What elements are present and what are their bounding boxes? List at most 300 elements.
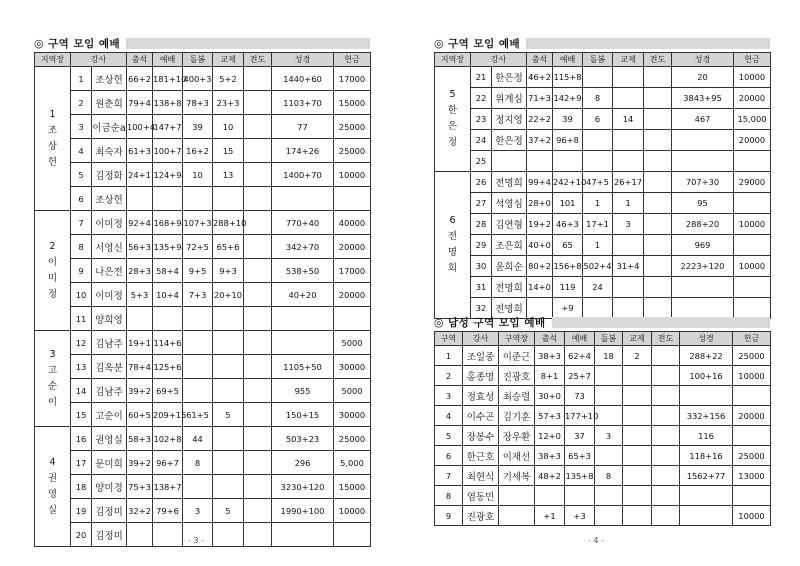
value-cell: 8: [583, 88, 613, 109]
value-cell: 1440+60: [272, 67, 334, 91]
value-cell: [623, 506, 652, 526]
group-number-cell: 11: [71, 307, 92, 331]
value-cell: 9+5: [183, 259, 213, 283]
value-cell: 20000: [734, 130, 771, 151]
table-row: [435, 506, 771, 526]
value-cell: 296: [272, 451, 334, 475]
value-cell: [244, 451, 272, 475]
table-row: [35, 211, 371, 235]
value-cell: [733, 386, 771, 406]
table-row: [435, 214, 771, 235]
value-cell: 20: [672, 67, 734, 88]
teacher-name-cell: 윤희순: [492, 256, 527, 277]
value-cell: [244, 91, 272, 115]
group-leader-cell: [499, 506, 535, 526]
table-row: [435, 426, 771, 446]
bullet-circle-icon: ◎: [434, 36, 444, 50]
teacher-name-cell: 원춘희: [92, 91, 127, 115]
value-cell: [595, 446, 623, 466]
value-cell: 40000: [334, 211, 371, 235]
teacher-name-cell: 이미정: [92, 283, 127, 307]
value-cell: [623, 446, 652, 466]
left-table-header: [35, 53, 371, 67]
column-header: 성경: [272, 53, 334, 67]
value-cell: 8: [595, 466, 623, 486]
group-number-cell: 18: [71, 475, 92, 499]
value-cell: [623, 386, 652, 406]
value-cell: [244, 331, 272, 355]
value-cell: 177+10: [565, 406, 595, 426]
table-row: [35, 355, 371, 379]
group-number-cell: 12: [71, 331, 92, 355]
value-cell: 5+3: [127, 283, 153, 307]
value-cell: 30000: [334, 355, 371, 379]
group-number-cell: 27: [471, 193, 492, 214]
value-cell: [734, 277, 771, 298]
group-number-cell: 1: [71, 67, 92, 91]
value-cell: 5,000: [334, 451, 371, 475]
value-cell: [644, 130, 672, 151]
value-cell: 25000: [733, 446, 771, 466]
value-cell: [244, 163, 272, 187]
value-cell: 100+7: [153, 139, 183, 163]
column-header: 구역장: [499, 332, 535, 346]
column-header: 헌금: [334, 53, 371, 67]
value-cell: [583, 67, 613, 88]
group-number-cell: 2: [71, 91, 92, 115]
bullet-circle-icon: ◎: [34, 36, 44, 50]
table-row: [435, 172, 771, 193]
value-cell: [583, 130, 613, 151]
group-number-cell: 29: [471, 235, 492, 256]
group-number-cell: 4: [71, 139, 92, 163]
group-number-cell: 25: [471, 151, 492, 172]
group-number-cell: 4: [435, 406, 463, 426]
value-cell: [644, 109, 672, 130]
value-cell: 40+0: [527, 235, 553, 256]
teacher-name-cell: 홍종명: [463, 366, 499, 386]
teacher-name-cell: 양희영: [92, 307, 127, 331]
value-cell: 3: [613, 214, 644, 235]
column-header: 돌봄: [183, 53, 213, 67]
value-cell: [527, 151, 553, 172]
value-cell: 61+3: [127, 139, 153, 163]
value-cell: [652, 346, 680, 366]
teacher-name-cell: 정효성: [463, 386, 499, 406]
value-cell: 57+3: [535, 406, 565, 426]
left-section-header: [34, 36, 370, 50]
group-number-cell: 7: [435, 466, 463, 486]
region-leader-cell: 5 한 은 정: [435, 67, 471, 172]
teacher-name-cell: 조상헌: [92, 187, 127, 211]
group-number-cell: 14: [71, 379, 92, 403]
teacher-name-cell: 나은전: [92, 259, 127, 283]
teacher-name-cell: 최현식: [463, 466, 499, 486]
value-cell: 5+2: [213, 67, 244, 91]
value-cell: [153, 187, 183, 211]
group-number-cell: 3: [71, 115, 92, 139]
value-cell: [672, 130, 734, 151]
teacher-name-cell: 전명희: [492, 277, 527, 298]
value-cell: 14: [613, 109, 644, 130]
value-cell: 20000: [334, 283, 371, 307]
table-row: [435, 88, 771, 109]
value-cell: [595, 366, 623, 386]
right-table-header: [435, 53, 771, 67]
value-cell: [652, 366, 680, 386]
value-cell: [213, 379, 244, 403]
value-cell: 31+4: [613, 256, 644, 277]
value-cell: 19+1: [127, 331, 153, 355]
value-cell: 100+4: [127, 115, 153, 139]
value-cell: 138+7: [153, 475, 183, 499]
table-row: [435, 277, 771, 298]
value-cell: +9: [553, 298, 583, 319]
value-cell: [733, 426, 771, 446]
group-number-cell: 23: [471, 109, 492, 130]
table-row: [435, 466, 771, 486]
group-number-cell: 5: [435, 426, 463, 446]
value-cell: [272, 331, 334, 355]
value-cell: [652, 426, 680, 446]
value-cell: 7+3: [183, 283, 213, 307]
value-cell: [553, 151, 583, 172]
value-cell: 10000: [734, 214, 771, 235]
value-cell: [213, 307, 244, 331]
value-cell: 119: [553, 277, 583, 298]
teacher-name-cell: 김옥분: [92, 355, 127, 379]
value-cell: 17000: [334, 259, 371, 283]
value-cell: [213, 427, 244, 451]
group-number-cell: 9: [71, 259, 92, 283]
table-row: [35, 427, 371, 451]
table-row: [35, 187, 371, 211]
value-cell: 62+4: [565, 346, 595, 366]
value-cell: 80+2: [527, 256, 553, 277]
value-cell: [334, 307, 371, 331]
value-cell: 30+0: [535, 386, 565, 406]
table-row: [435, 386, 771, 406]
value-cell: 14+0: [527, 277, 553, 298]
value-cell: 40+20: [272, 283, 334, 307]
teacher-name-cell: 염동민: [463, 486, 499, 506]
teacher-name-cell: 조상헌: [92, 67, 127, 91]
value-cell: 30000: [334, 403, 371, 427]
value-cell: [244, 259, 272, 283]
value-cell: 20000: [733, 406, 771, 426]
value-cell: 58+4: [153, 259, 183, 283]
value-cell: [213, 187, 244, 211]
table-row: [35, 163, 371, 187]
value-cell: 47+5: [583, 172, 613, 193]
value-cell: [127, 523, 153, 547]
teacher-name-cell: 한은정: [492, 67, 527, 88]
teacher-name-cell: 위계심: [492, 88, 527, 109]
value-cell: [652, 386, 680, 406]
value-cell: [213, 451, 244, 475]
value-cell: +1: [535, 506, 565, 526]
table-row: [35, 235, 371, 259]
value-cell: 24+1: [127, 163, 153, 187]
column-header: 출석: [127, 53, 153, 67]
column-header: 지역장: [435, 53, 471, 67]
value-cell: 32+2: [127, 499, 153, 523]
value-cell: 288+10: [213, 211, 244, 235]
left-section-title: 구역 모임 예배: [48, 37, 121, 50]
value-cell: 3843+95: [672, 88, 734, 109]
value-cell: [595, 406, 623, 426]
value-cell: [272, 187, 334, 211]
teacher-name-cell: 전명희: [492, 298, 527, 319]
value-cell: 135+9: [153, 235, 183, 259]
value-cell: 25+7: [565, 366, 595, 386]
value-cell: 24: [583, 277, 613, 298]
value-cell: [652, 466, 680, 486]
group-number-cell: 9: [435, 506, 463, 526]
teacher-name-cell: 김정미: [92, 499, 127, 523]
value-cell: [644, 193, 672, 214]
value-cell: 25000: [334, 139, 371, 163]
value-cell: 181+10: [153, 67, 183, 91]
value-cell: 66+2: [127, 67, 153, 91]
value-cell: 107+3: [183, 211, 213, 235]
value-cell: 25000: [334, 427, 371, 451]
value-cell: 502+4: [583, 256, 613, 277]
value-cell: [535, 486, 565, 506]
value-cell: 96+8: [553, 130, 583, 151]
value-cell: 92+4: [127, 211, 153, 235]
value-cell: [244, 475, 272, 499]
column-header: 교제: [213, 53, 244, 67]
value-cell: 10: [183, 163, 213, 187]
value-cell: [244, 427, 272, 451]
table-row: [435, 406, 771, 426]
value-cell: [183, 307, 213, 331]
value-cell: [652, 446, 680, 466]
value-cell: [272, 307, 334, 331]
value-cell: 168+9: [153, 211, 183, 235]
group-leader-cell: 김기훈: [499, 406, 535, 426]
table-row: [35, 283, 371, 307]
value-cell: [244, 187, 272, 211]
value-cell: 3: [595, 426, 623, 446]
section-title-bar: [526, 38, 770, 49]
group-number-cell: 8: [435, 486, 463, 506]
value-cell: [644, 172, 672, 193]
value-cell: 38+3: [535, 446, 565, 466]
table-row: [35, 307, 371, 331]
value-cell: 2: [623, 346, 652, 366]
value-cell: [613, 67, 644, 88]
group-number-cell: 6: [435, 446, 463, 466]
teacher-name-cell: 서영신: [92, 235, 127, 259]
column-header: 출석: [535, 332, 565, 346]
group-number-cell: 22: [471, 88, 492, 109]
value-cell: 10000: [733, 506, 771, 526]
value-cell: 61+5: [183, 403, 213, 427]
value-cell: 332+156: [680, 406, 733, 426]
value-cell: 9+3: [213, 259, 244, 283]
value-cell: [595, 486, 623, 506]
value-cell: 96+7: [153, 451, 183, 475]
value-cell: 15,000: [734, 109, 771, 130]
value-cell: [613, 151, 644, 172]
section-title-bar: [552, 317, 770, 328]
value-cell: 20+10: [213, 283, 244, 307]
teacher-name-cell: 김남주: [92, 331, 127, 355]
value-cell: [652, 486, 680, 506]
teacher-name-cell: 이수곤: [463, 406, 499, 426]
table-row: [435, 130, 771, 151]
teacher-name-cell: 문미희: [92, 451, 127, 475]
table-row: [35, 139, 371, 163]
table-row: [35, 91, 371, 115]
value-cell: 10000: [734, 256, 771, 277]
column-header: 예배: [153, 53, 183, 67]
region-leader-cell: 2 이 미 정: [35, 211, 71, 331]
value-cell: 65+3: [565, 446, 595, 466]
value-cell: 400+3: [183, 67, 213, 91]
value-cell: 28+3: [127, 259, 153, 283]
column-header: 강사: [463, 332, 499, 346]
value-cell: [733, 486, 771, 506]
value-cell: 100+16: [680, 366, 733, 386]
teacher-name-cell: 고순이: [92, 403, 127, 427]
value-cell: 1990+100: [272, 499, 334, 523]
value-cell: 25000: [733, 346, 771, 366]
value-cell: [244, 67, 272, 91]
group-number-cell: 13: [71, 355, 92, 379]
value-cell: [153, 523, 183, 547]
value-cell: 3: [183, 499, 213, 523]
column-header: 예배: [553, 53, 583, 67]
group-number-cell: 1: [435, 346, 463, 366]
region-leader-cell: 3 고 순 이: [35, 331, 71, 427]
value-cell: [644, 214, 672, 235]
value-cell: [127, 307, 153, 331]
teacher-name-cell: 석영심: [492, 193, 527, 214]
table-row: [35, 379, 371, 403]
table-row: [35, 259, 371, 283]
right-page: [400, 0, 800, 566]
table-row: [435, 109, 771, 130]
value-cell: 16+2: [183, 139, 213, 163]
column-header: 예배: [565, 332, 595, 346]
region-leader-cell: 1 조 상 헌: [35, 67, 71, 211]
value-cell: 10+4: [153, 283, 183, 307]
value-cell: 3230+120: [272, 475, 334, 499]
value-cell: [680, 386, 733, 406]
value-cell: 17+1: [583, 214, 613, 235]
teacher-name-cell: 전명희: [492, 172, 527, 193]
value-cell: [644, 277, 672, 298]
table-row: [35, 499, 371, 523]
value-cell: 955: [272, 379, 334, 403]
group-leader-cell: 진광호: [499, 366, 535, 386]
value-cell: 2223+120: [672, 256, 734, 277]
table-row: [35, 115, 371, 139]
value-cell: [644, 151, 672, 172]
value-cell: 1103+70: [272, 91, 334, 115]
column-header: 교제: [623, 332, 652, 346]
group-number-cell: 32: [471, 298, 492, 319]
value-cell: [272, 523, 334, 547]
column-header: 강사: [71, 53, 127, 67]
value-cell: 118+16: [680, 446, 733, 466]
value-cell: +3: [565, 506, 595, 526]
value-cell: [213, 331, 244, 355]
table-row: [435, 256, 771, 277]
value-cell: [613, 88, 644, 109]
value-cell: 39: [553, 109, 583, 130]
value-cell: [623, 486, 652, 506]
table-row: [435, 193, 771, 214]
value-cell: 60+5: [127, 403, 153, 427]
value-cell: 1: [583, 235, 613, 256]
value-cell: [244, 211, 272, 235]
table-row: [435, 366, 771, 386]
value-cell: [623, 366, 652, 386]
value-cell: 12+0: [535, 426, 565, 446]
value-cell: 147+7: [153, 115, 183, 139]
value-cell: 39+2: [127, 379, 153, 403]
value-cell: 13: [213, 163, 244, 187]
value-cell: [644, 256, 672, 277]
men-section-title: 남성 구역 모임 예배: [448, 316, 546, 329]
group-number-cell: 30: [471, 256, 492, 277]
value-cell: [652, 406, 680, 426]
value-cell: [734, 235, 771, 256]
group-number-cell: 6: [71, 187, 92, 211]
value-cell: 79+6: [153, 499, 183, 523]
right-section-header: [434, 36, 770, 50]
group-number-cell: 24: [471, 130, 492, 151]
teacher-name-cell: 양미경: [92, 475, 127, 499]
men-table-header: [435, 332, 771, 346]
group-number-cell: 8: [71, 235, 92, 259]
value-cell: 1: [613, 193, 644, 214]
value-cell: 135+8: [565, 466, 595, 486]
value-cell: 102+8: [153, 427, 183, 451]
value-cell: 503+23: [272, 427, 334, 451]
teacher-name-cell: 한근호: [463, 446, 499, 466]
value-cell: [595, 386, 623, 406]
value-cell: [127, 187, 153, 211]
table-row: [435, 486, 771, 506]
column-header: 돌봄: [595, 332, 623, 346]
value-cell: [244, 115, 272, 139]
group-number-cell: 2: [435, 366, 463, 386]
teacher-name-cell: 정지영: [492, 109, 527, 130]
value-cell: [680, 506, 733, 526]
value-cell: 29000: [734, 172, 771, 193]
teacher-name-cell: 김정화: [92, 163, 127, 187]
teacher-name-cell: 김정미: [92, 523, 127, 547]
value-cell: [334, 187, 371, 211]
value-cell: 25000: [334, 115, 371, 139]
teacher-name-cell: 최숙자: [92, 139, 127, 163]
table-row: [435, 446, 771, 466]
region-leader-cell: 6 전 명 희: [435, 172, 471, 319]
group-leader-cell: 이준근: [499, 346, 535, 366]
value-cell: 101: [553, 193, 583, 214]
teacher-name-cell: 김연형: [492, 214, 527, 235]
value-cell: 39+2: [127, 451, 153, 475]
group-number-cell: 3: [435, 386, 463, 406]
value-cell: [672, 151, 734, 172]
value-cell: [244, 379, 272, 403]
value-cell: [595, 506, 623, 526]
